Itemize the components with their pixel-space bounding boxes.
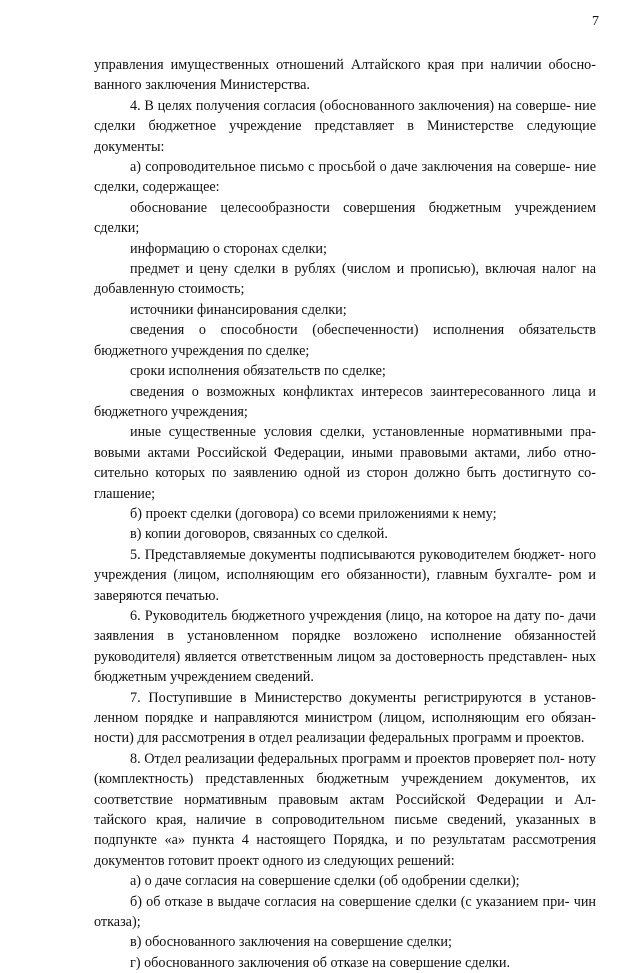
decision-item-b: б) об отказе в выдаче согласия на совершение сделки (с указанием при- чин отказа);: [94, 893, 597, 931]
paragraph-text: управления имущественных отношений Алтайского края при наличии обосно-: [94, 57, 596, 73]
page-number: 7: [592, 14, 599, 29]
subitem-a: а) сопроводительное письмо с просьбой о даче заключения на соверше- ние сделки, содержащее:: [94, 159, 597, 196]
paragraph-5: 5. Представляемые документы подписываются руководителем бюджет- ного учреждения (лицом, исполняющим его обязанности), главным бухгалте- ром и заверяются печатью.: [94, 546, 596, 604]
paragraph-8: 8. Отдел реализации федеральных программ и проектов проверяет пол- ноту (комплектность) представленных бюджетным учреждением документов, их соответствие нормативным правовым актам Российской Федерации и Ал- тайского края, наличие в сопроводительном письме сведений, указанных в подпункте «а» пункта 4 настоящего Порядка, и по результатам рассмотрения документов готовит проект одного из следующих решений:: [94, 750, 596, 869]
decision-item-a: а) о даче согласия на совершение сделки (об одобрении сделки);: [130, 873, 520, 890]
letter-content-item: сроки исполнения обязательств по сделке;: [130, 363, 386, 380]
subitem-b: б) проект сделки (договора) со всеми приложениями к нему;: [130, 505, 497, 522]
subitem-v: в) копии договоров, связанных со сделкой.: [130, 526, 388, 543]
letter-content-item: иные существенные условия сделки, установленные нормативными пра- вовыми актами Российской Федерации, иными правовыми актами, либо отно- сительно которых по заявлению одной из сторон должно быть достигнуто со- глашение;: [94, 424, 596, 502]
letter-content-item: обоснование целесообразности совершения бюджетным учреждением сделки;: [94, 199, 596, 237]
letter-content-item: сведения о возможных конфликтах интересов заинтересованного лица и бюджетного учреждения;: [94, 383, 596, 420]
letter-content-item: сведения о способности (обеспеченности) исполнения обязательств бюджетного учреждения по сделке;: [94, 322, 596, 359]
decision-item-g: г) обоснованного заключения об отказе на совершение сделки.: [130, 954, 511, 971]
letter-content-item: источники финансирования сделки;: [130, 301, 347, 318]
decision-item-v: в) обоснованного заключения на совершение сделки;: [130, 934, 452, 951]
letter-content-item: информацию о сторонах сделки;: [130, 240, 327, 257]
paragraph-7: 7. Поступившие в Министерство документы регистрируются в установ- ленном порядке и направляются министром (лицом, исполняющим его обязан- ности) для рассмотрения в отдел реализации федеральных программ и проектов.: [94, 689, 596, 747]
paragraph-6: 6. Руководитель бюджетного учреждения (лицо, на которое на дату по- дачи заявления в установленном порядке возложено исполнение обязанностей руководителя) является ответственным лицом за достоверность представлен- ных бюджетным учреждением сведений.: [94, 607, 596, 686]
paragraph-4: 4. В целях получения согласия (обоснованного заключения) на соверше- ние сделки бюджетное учреждение представляет в Министерстве следующие документы:: [94, 97, 597, 155]
paragraph-continuation: управления имущественных отношений Алтайского края при наличии обосно- ванного заключения Министерства.: [94, 57, 596, 94]
letter-content-item: предмет и цену сделки в рублях (числом и прописью), включая налог на добавленную стоимость;: [94, 261, 596, 298]
document-body: [94, 55, 596, 973]
